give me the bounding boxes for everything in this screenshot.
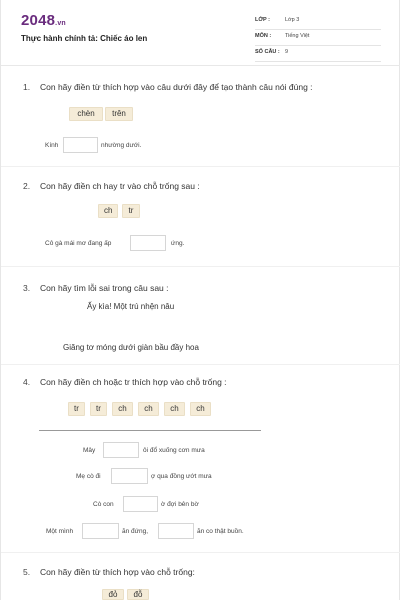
sentence-end: ứng. [171,240,185,247]
poem-line-1[interactable]: Ấy kìa! Một trú nhện nâu [87,302,175,311]
question-number: 1. [23,82,31,92]
question-2-prompt [23,181,200,191]
meta-label: LỚP : [255,17,270,23]
question-text: Con hãy điền ch hoặc tr thích hợp vào chỗ trống : [40,377,227,387]
sentence-end: ờ đợi bên bờ [161,501,199,508]
option-chip[interactable]: ch [138,402,159,416]
sentence-end: nhường dưới. [101,142,142,149]
answer-drop-box[interactable] [82,523,119,539]
question-number: 2. [23,181,31,191]
meta-value: Tiếng Việt [285,33,310,39]
sentence-end: ợ qua đồng ướt mưa [151,473,212,480]
sentence-start: Kính [45,142,59,149]
meta-row-class [255,14,381,30]
meta-value: Lớp 3 [285,17,300,23]
answer-drop-box[interactable] [158,523,194,539]
question-text: Con hãy tìm lỗi sai trong câu sau : [40,283,169,293]
sentence-start: Một mình [46,528,74,535]
lesson-title: Thực hành chính tả: Chiếc áo len [21,34,148,43]
question-4-prompt [23,377,227,387]
poem-line-2[interactable]: Giăng tơ móng dưới giàn bầu đầy hoa [63,343,199,352]
option-chip[interactable]: đỗ [127,589,149,600]
question-text: Con hãy điền từ thích hợp vào câu dưới đây để tạo thành câu nói đúng : [40,82,313,92]
options-divider [39,430,261,431]
question-5-prompt [23,567,195,577]
meta-row-subject [255,30,381,46]
sentence-start: Mây [83,447,96,454]
logo-text: 2048 [21,12,56,29]
question-text: Con hãy điền từ thích hợp vào chỗ trống: [40,567,195,577]
worksheet-meta [255,14,381,62]
meta-label: MÔN : [255,33,272,39]
question-number: 4. [23,377,31,387]
question-text: Con hãy điền ch hay tr vào chỗ trống sau : [40,181,200,191]
answer-drop-box[interactable] [111,468,148,484]
section-divider [1,552,400,553]
sentence-end: ôi đổ xuống cơn mưa [143,447,205,454]
option-chip[interactable]: tr [90,402,107,416]
option-chip[interactable]: ch [112,402,133,416]
question-number: 3. [23,283,31,293]
site-logo[interactable] [21,12,66,29]
sentence-middle: ăn đứng, [122,528,149,535]
option-chip[interactable]: tr [68,402,85,416]
sentence-start: Mẹ cò đi [76,473,101,480]
sentence-start: Cô gà mái mơ đang ấp [45,240,112,247]
section-divider [1,166,400,167]
worksheet-header [1,0,400,66]
option-chip[interactable]: trên [105,107,133,121]
meta-label: SỐ CÂU : [255,49,280,55]
answer-drop-box[interactable] [103,442,139,458]
question-1-prompt [23,82,313,92]
option-chip[interactable]: ch [164,402,185,416]
answer-drop-box[interactable] [130,235,166,251]
option-chip[interactable]: ch [98,204,118,218]
option-chip[interactable]: đỏ [102,589,124,600]
option-chip[interactable]: ch [190,402,211,416]
question-3-prompt [23,283,169,293]
meta-value: 9 [285,49,289,55]
option-chip[interactable]: tr [122,204,140,218]
section-divider [1,364,400,365]
section-divider [1,266,400,267]
meta-row-question-count [255,46,381,62]
question-number: 5. [23,567,31,577]
sentence-end: ăn co thật buồn. [197,528,244,535]
logo-tld: .vn [55,20,66,27]
answer-drop-box[interactable] [63,137,98,153]
option-chip[interactable]: chèn [69,107,103,121]
sentence-start: Cò con [93,501,114,508]
answer-drop-box[interactable] [123,496,158,512]
